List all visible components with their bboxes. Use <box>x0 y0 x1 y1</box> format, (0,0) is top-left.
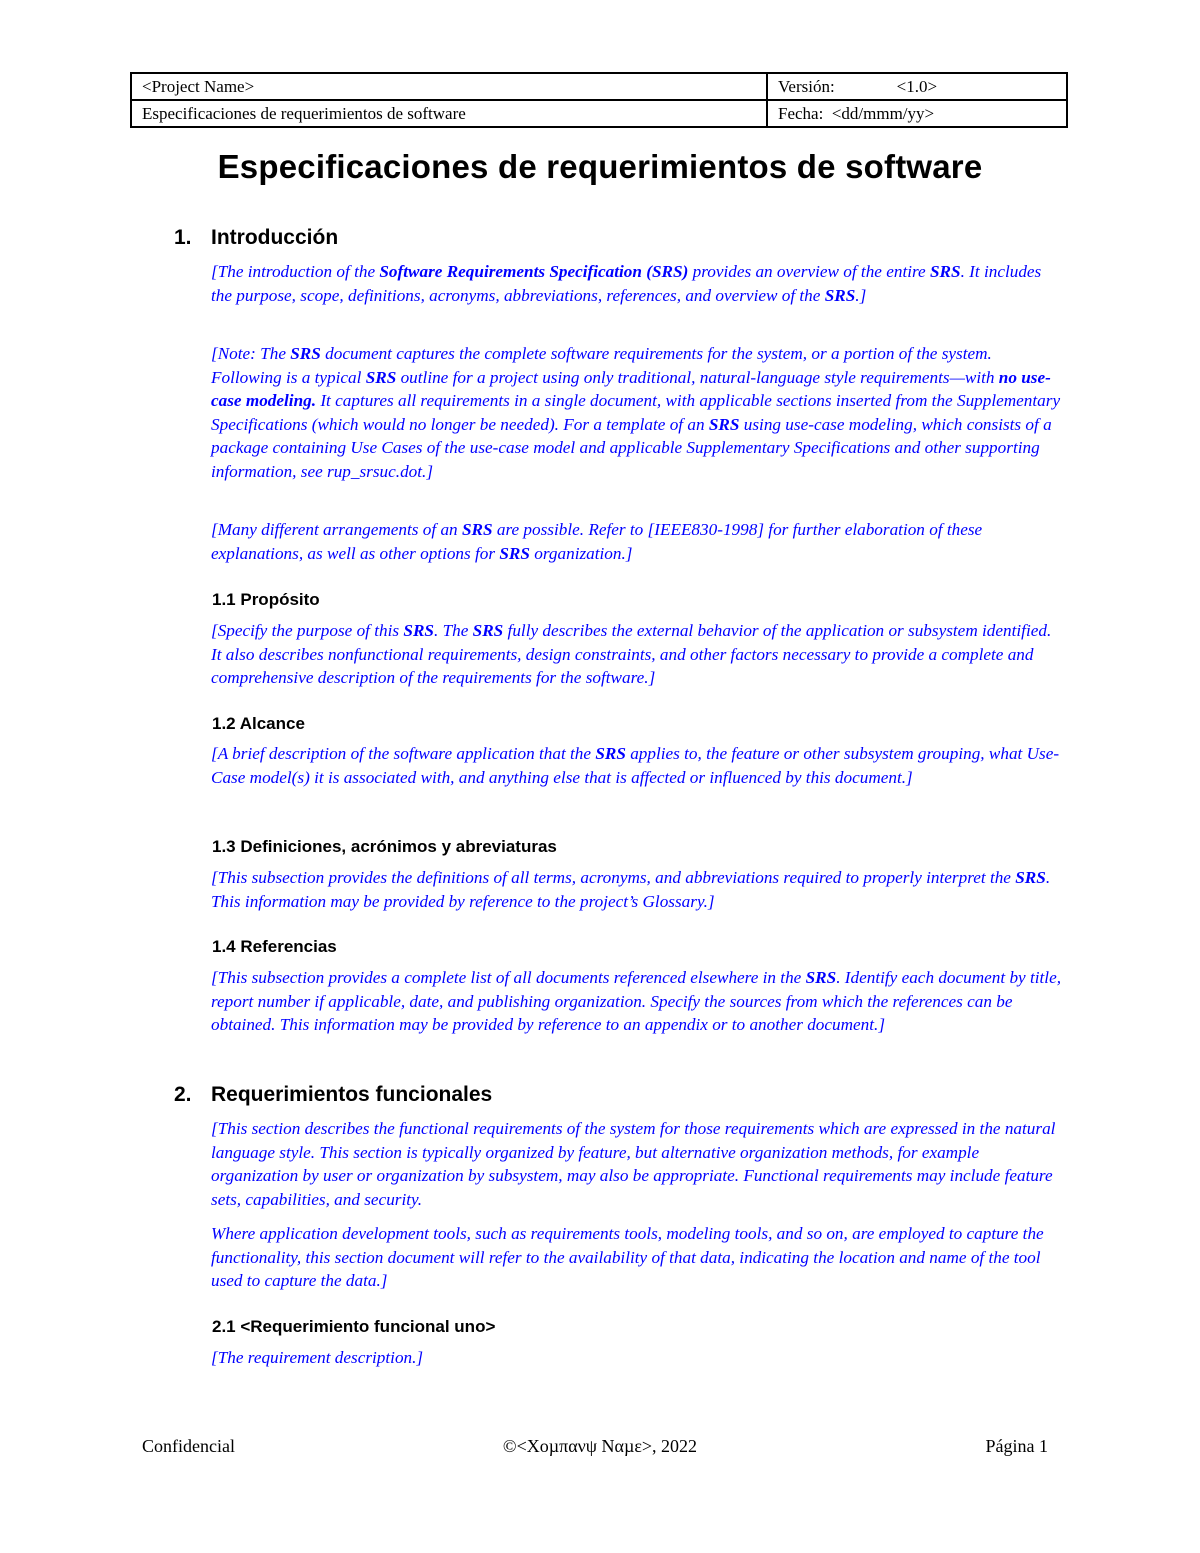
srs-term: SRS <box>290 344 321 363</box>
text-run: [A brief description of the software application that the <box>211 744 596 763</box>
section-number: 1. <box>174 226 192 249</box>
text-run: . This information may be provided by reference to the project’s Glossary.] <box>211 868 1051 911</box>
text-run: .] <box>855 285 867 305</box>
text-run: . Identify each document by title, report number if applicable, date, and publishing organization. Specify the sources from which the references can be obtained. This information may be provided by reference to an appendix or to another document.] <box>211 968 1061 1034</box>
doc-type-cell: Especificaciones de requerimientos de software <box>131 100 767 127</box>
srs-term: SRS <box>708 414 740 434</box>
project-name-cell: <Project Name> <box>131 73 767 100</box>
text-run: [This subsection provides a complete list of all documents referenced elsewhere in the <box>211 968 806 987</box>
section-number: 2. <box>174 1083 192 1106</box>
srs-term: SRS <box>824 285 856 305</box>
footer-copyright: ©<Χοµπανψ Ναµε>, 2022 <box>502 1436 698 1456</box>
srs-term: SRS <box>365 367 397 387</box>
subsection-heading-definiciones: 1.3 Definiciones, acrónimos y abreviaturas <box>212 837 557 856</box>
text-run: . It includes the purpose, scope, definitions, acronyms, abbreviations, references, and overview of the <box>211 262 1042 305</box>
text-run: [This subsection provides the definitions of all terms, acronyms, and abbreviations required to properly interpret the <box>211 868 1016 887</box>
text-run: fully describes the external behavior of the application or subsystem identified. It also describes nonfunctional requirements, design constraints, and other factors necessary to provide a complete and comprehensive description of the requirements for the software.] <box>211 621 1052 687</box>
version-cell <box>767 73 1067 100</box>
text-run: . The <box>433 621 473 640</box>
text-run: [Specify the purpose of this <box>211 621 404 640</box>
text-run: are possible. Refer to [IEEE830-1998] for further elaboration of these explanations, as well as other options for <box>211 520 983 563</box>
srs-term: SRS <box>403 621 434 640</box>
text-run: organization.] <box>529 543 633 563</box>
no-use-case-emphasis: no use-case modeling. <box>211 367 1051 410</box>
funcionales-paragraph-2: Where application development tools, such as requirements tools, modeling tools, and so on, are employed to capture the functionality, this section document will refer to the availability of that data, indicating the location and name of the tool used to capture the data.] <box>211 1224 1044 1290</box>
section-heading-requerimientos-funcionales <box>174 1083 492 1107</box>
referencias-paragraph <box>211 966 1061 1037</box>
text-run: using use-case modeling, which consists of a package containing Use Cases of the use-case model and applicable Supplementary Specifications and other supporting information, see rup_srsuc.dot.] <box>211 414 1052 481</box>
srs-term: SRS <box>929 262 961 281</box>
srs-term: SRS <box>1015 868 1046 887</box>
intro-paragraph-3 <box>211 518 1061 565</box>
requirement-description: [The requirement description.] <box>211 1348 424 1367</box>
footer-page-number: Página 1 <box>985 1436 1048 1456</box>
footer-confidential: Confidencial <box>142 1436 235 1456</box>
section-heading-introduccion <box>174 226 338 250</box>
subsection-heading-referencias: 1.4 Referencias <box>212 937 337 956</box>
text-run: It captures all requirements in a single document, with applicable sections inserted from the Supplementary Specifications (which would no longer be needed). For a template of an <box>211 391 1061 434</box>
srs-term: SRS <box>595 744 626 763</box>
section-title: Requerimientos funcionales <box>211 1083 493 1106</box>
section-title: Introducción <box>211 226 339 249</box>
text-run: [Note: The <box>211 344 291 363</box>
funcionales-paragraph-1: [This section describes the functional requirements of the system for those requirements which are expressed in the natural language style. This section is typically organized by feature, but alternative organization methods, for example organization by user or organization by subsystem, may also be appropriate. Functional requirements may include feature sets, capabilities, and security. <box>211 1119 1056 1209</box>
date-cell <box>767 100 1067 127</box>
definiciones-paragraph <box>211 866 1061 913</box>
text-run: document captures the complete software requirements for the system, or a portion of the system. Following is a typical <box>211 344 992 387</box>
date-value: <dd/mmm/yy> <box>831 104 935 123</box>
srs-term: Software Requirements Specification (SRS) <box>379 262 689 281</box>
document-title: Especificaciones de requerimientos de software <box>217 148 983 185</box>
header-table <box>130 72 1068 128</box>
text-run: [Many different arrangements of an <box>211 520 462 539</box>
date-label: Fecha: <box>778 104 824 123</box>
subsection-heading-alcance: 1.2 Alcance <box>212 714 305 733</box>
proposito-paragraph <box>211 619 1061 690</box>
text-run: provides an overview of the entire <box>688 262 930 281</box>
alcance-paragraph <box>211 742 1061 789</box>
subsection-heading-proposito: 1.1 Propósito <box>212 590 320 609</box>
srs-term: SRS <box>461 520 493 539</box>
srs-term: SRS <box>499 543 530 563</box>
version-value: <1.0> <box>896 77 938 96</box>
text-run: [The introduction of the <box>211 262 380 281</box>
srs-term: SRS <box>805 968 837 987</box>
text-run: applies to, the feature or other subsystem grouping, what Use-Case model(s) it is associated with, and anything else that is affected or influenced by this document.] <box>211 744 1060 787</box>
text-run: outline for a project using only traditional, natural-language style requirements—with <box>396 367 999 387</box>
intro-paragraph-1 <box>211 260 1061 307</box>
subsection-heading-requerimiento-uno: 2.1 <Requerimiento funcional uno> <box>212 1317 496 1336</box>
srs-term: SRS <box>472 621 504 640</box>
version-label: Versión: <box>778 77 835 96</box>
intro-paragraph-2 <box>211 342 1061 483</box>
